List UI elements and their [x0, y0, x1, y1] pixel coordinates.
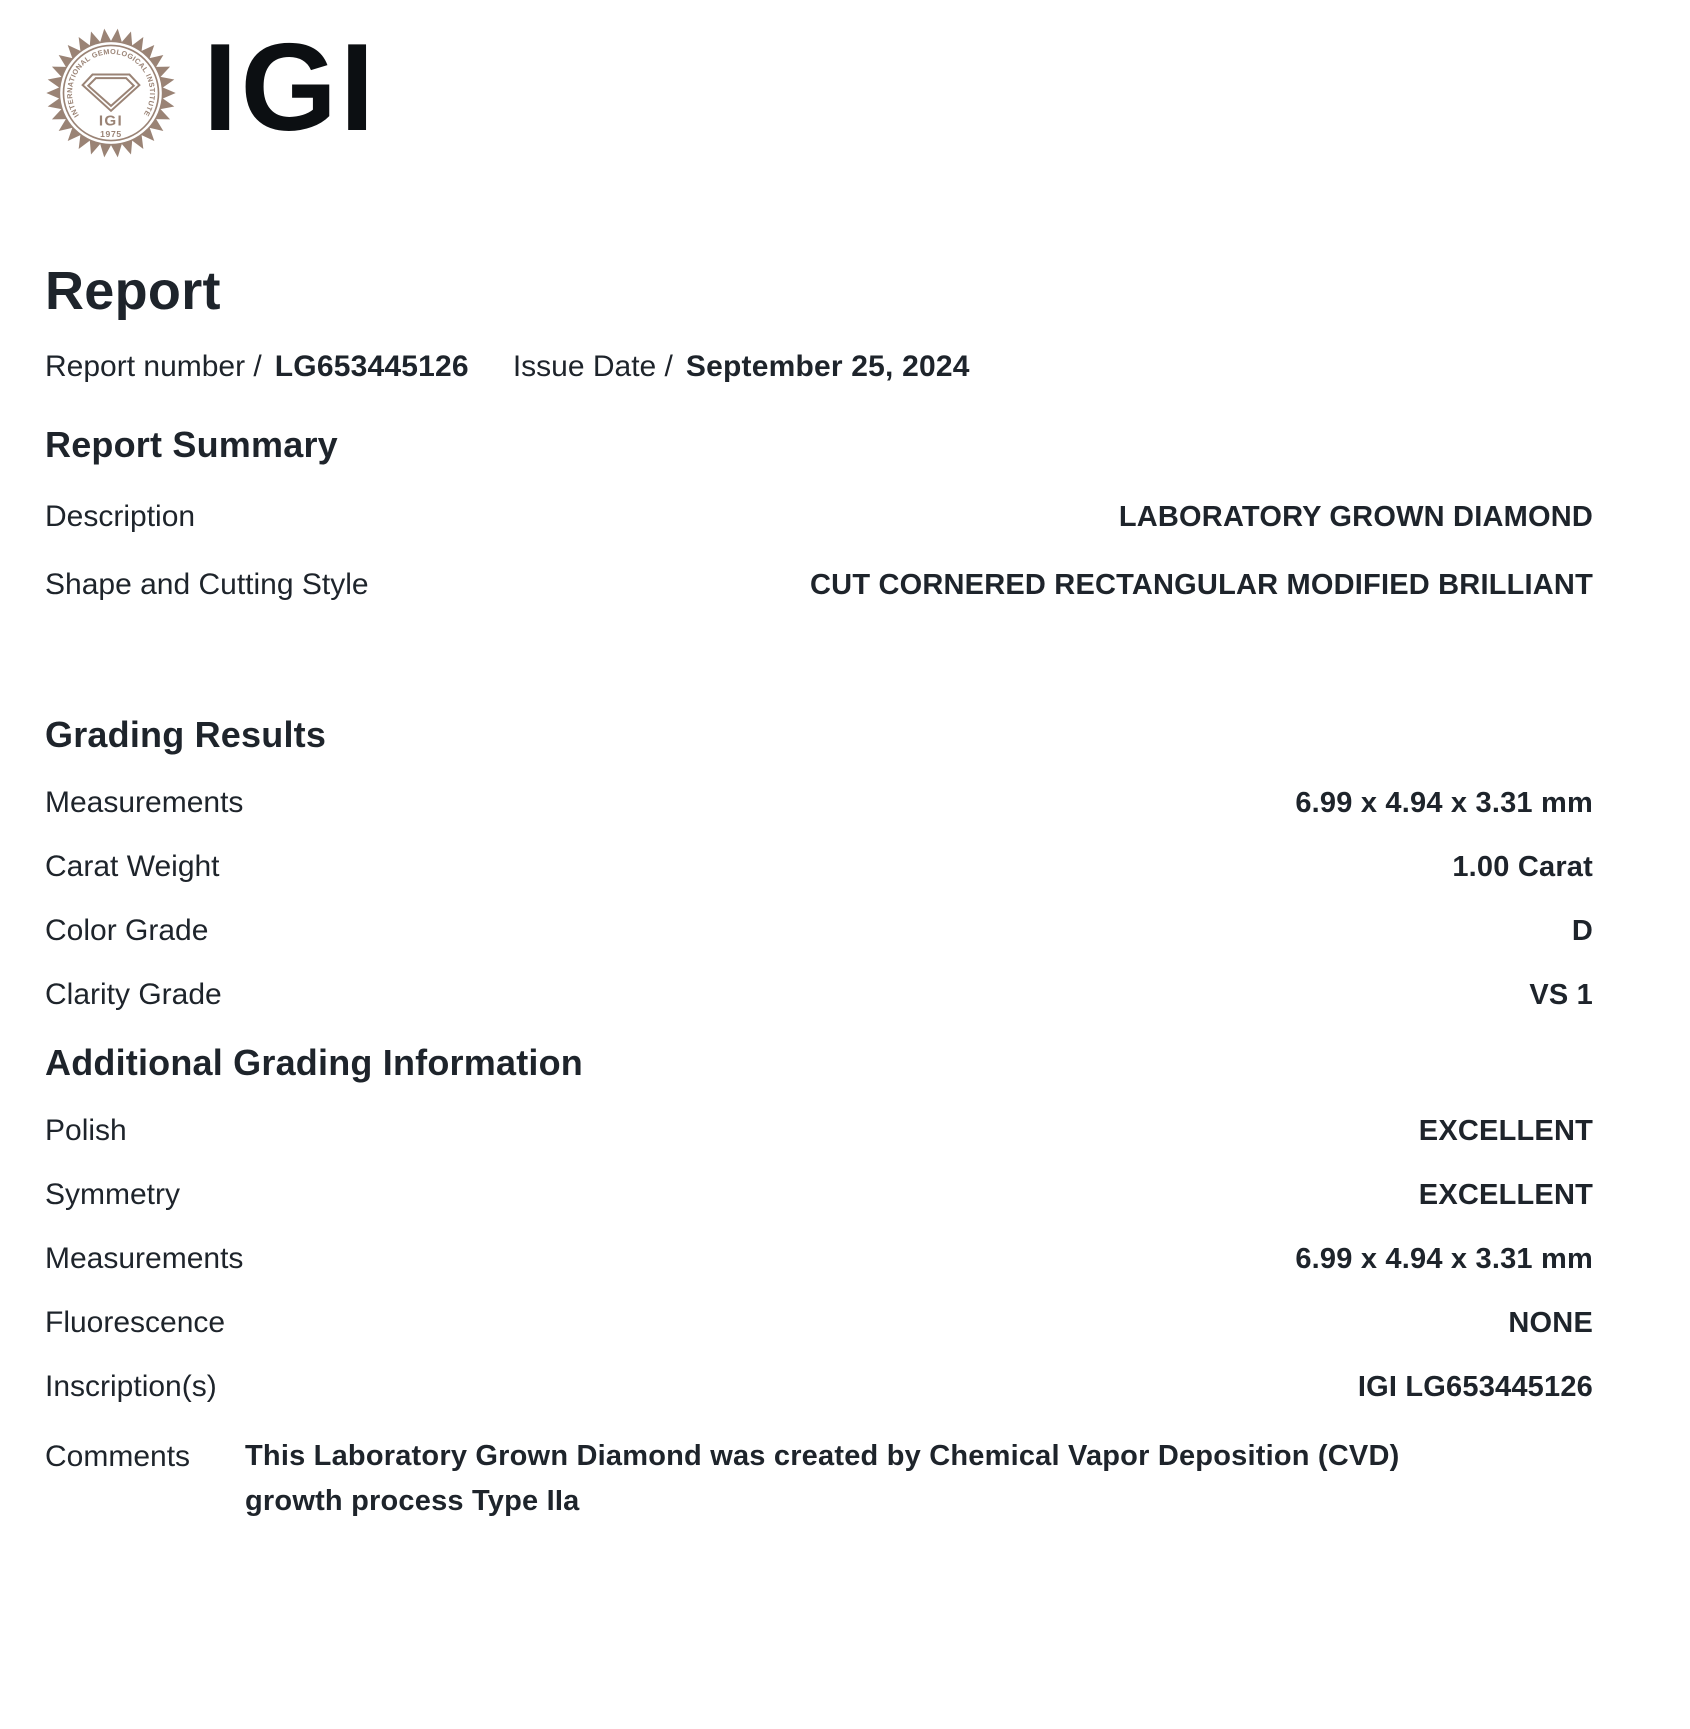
field-row-polish: [45, 1114, 1593, 1148]
field-label-comments: Comments: [45, 1440, 191, 1473]
field-value-polish: EXCELLENT: [1418, 1115, 1593, 1147]
field-value-color-grade: D: [1571, 915, 1593, 947]
field-label-description: Description: [45, 500, 196, 533]
field-row-description: [45, 500, 1593, 534]
field-value-shape-cutting-style: CUT CORNERED RECTANGULAR MODIFIED BRILLIANT: [810, 569, 1593, 601]
section-report-summary: [45, 424, 1593, 602]
field-value-carat-weight: 1.00 Carat: [1452, 851, 1593, 883]
report-number-pair: [45, 350, 469, 384]
field-row-shape-cutting-style: [45, 568, 1593, 602]
section-heading-grading-results: Grading Results: [45, 714, 327, 755]
field-label-carat-weight: Carat Weight: [45, 850, 220, 883]
brand-header: [45, 18, 1593, 168]
field-label-clarity-grade: Clarity Grade: [45, 978, 222, 1011]
field-value-inscriptions: IGI LG653445126: [1357, 1371, 1593, 1403]
igi-seal-icon: [45, 27, 177, 159]
field-value-measurements-2: 6.99 x 4.94 x 3.31 mm: [1295, 1243, 1593, 1275]
report-number-value: LG653445126: [274, 350, 469, 383]
section-grading-results: [45, 714, 1593, 1012]
seal-year: 1975: [100, 129, 122, 140]
field-label-shape-cutting-style: Shape and Cutting Style: [45, 568, 369, 601]
field-label-fluorescence: Fluorescence: [45, 1306, 226, 1339]
field-label-measurements: Measurements: [45, 786, 244, 819]
section-heading-additional-grading-info: Additional Grading Information: [45, 1042, 583, 1083]
seal-ring-text: INTERNATIONAL GEMOLOGICAL INSTITUTE: [64, 46, 157, 120]
field-label-color-grade: Color Grade: [45, 914, 209, 947]
field-row-inscriptions: [45, 1370, 1593, 1404]
issue-date-pair: [513, 350, 970, 384]
igi-wordmark: IGI: [203, 19, 378, 157]
issue-date-value: September 25, 2024: [685, 350, 970, 383]
field-row-comments: [45, 1434, 1593, 1524]
field-value-comments: This Laboratory Grown Diamond was created by Chemical Vapor Deposition (CVD) growth process Type IIa: [245, 1440, 1400, 1517]
report-meta: [45, 350, 1593, 384]
field-value-clarity-grade: VS 1: [1529, 979, 1593, 1011]
field-row-fluorescence: [45, 1306, 1593, 1340]
field-label-measurements-2: Measurements: [45, 1242, 244, 1275]
field-value-description: LABORATORY GROWN DIAMOND: [1118, 501, 1593, 533]
report-number-label: Report number /: [45, 350, 262, 383]
field-row-measurements-2: [45, 1242, 1593, 1276]
field-row-color-grade: [45, 914, 1593, 948]
field-row-clarity-grade: [45, 978, 1593, 1012]
field-label-symmetry: Symmetry: [45, 1178, 180, 1211]
field-value-measurements: 6.99 x 4.94 x 3.31 mm: [1295, 787, 1593, 819]
section-heading-report-summary: Report Summary: [45, 424, 338, 465]
field-label-polish: Polish: [45, 1114, 127, 1147]
field-label-inscriptions: Inscription(s): [45, 1370, 217, 1403]
seal-monogram: IGI: [98, 112, 124, 130]
field-value-symmetry: EXCELLENT: [1418, 1179, 1593, 1211]
field-value-fluorescence: NONE: [1508, 1307, 1593, 1339]
field-row-carat-weight: [45, 850, 1593, 884]
page-title: Report: [45, 261, 221, 321]
issue-date-label: Issue Date /: [512, 350, 673, 383]
field-row-symmetry: [45, 1178, 1593, 1212]
field-row-measurements: [45, 786, 1593, 820]
section-additional-grading-info: [45, 1042, 1593, 1524]
